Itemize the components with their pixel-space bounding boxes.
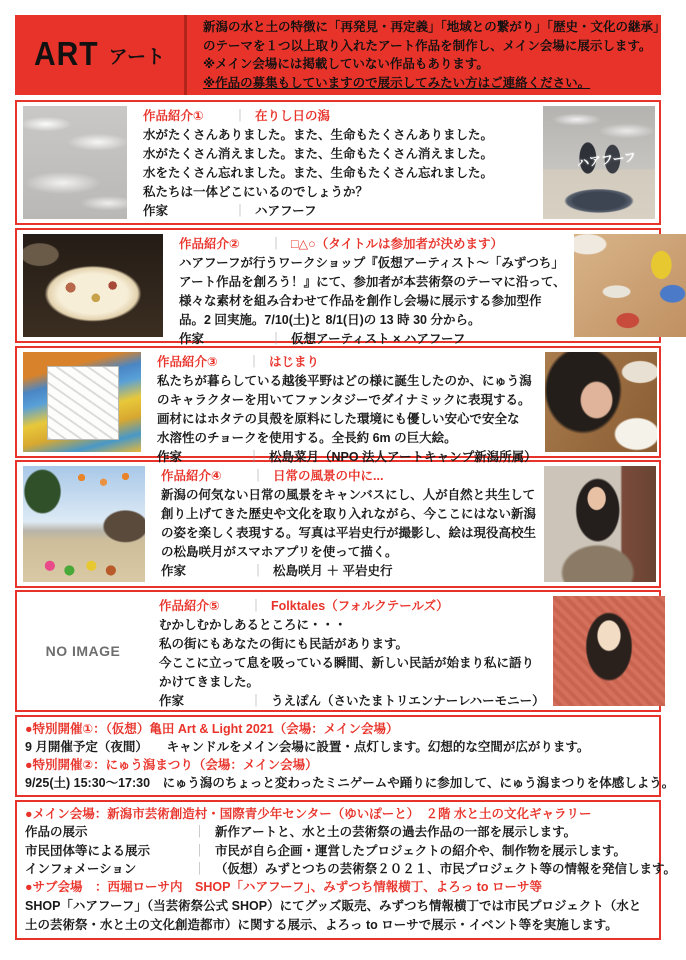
author-name: 仮想アーティスト × ハアフーフ bbox=[291, 332, 466, 346]
section-label: 作品紹介① bbox=[143, 109, 204, 123]
author-name: ハアフーフ bbox=[255, 204, 317, 218]
venue-row bbox=[25, 860, 677, 878]
header-description bbox=[187, 15, 672, 95]
artwork1-thumbnail bbox=[23, 106, 127, 219]
divider-pipe: ｜ bbox=[249, 694, 263, 708]
divider-pipe: ｜ bbox=[269, 237, 283, 251]
section-heading bbox=[143, 107, 535, 126]
body-line: 水がたくさん消えました。また、生命もたくさん消えました。 bbox=[143, 147, 494, 161]
section-label: 作品紹介② bbox=[179, 237, 240, 251]
section-heading bbox=[179, 235, 566, 254]
artwork-title: □△○（タイトルは参加者が決めます） bbox=[291, 237, 503, 251]
divider-pipe: ｜ bbox=[193, 825, 206, 840]
divider-pipe: ｜ bbox=[251, 469, 265, 483]
artwork4-text bbox=[145, 466, 544, 582]
artwork-section-1 bbox=[15, 100, 661, 225]
author-row bbox=[159, 692, 545, 711]
body-line: 品。2 回実施。7/10(土)と 8/1(日)の 13 時 30 分から。 bbox=[179, 313, 481, 327]
main-venue-heading: ●メイン会場：新潟市芸術創造村・国際青少年センター（ゆいぽーと） ２階 水と土の文化ギャラリー bbox=[25, 807, 592, 822]
artwork3-thumbnail bbox=[23, 352, 141, 452]
artwork-section-5 bbox=[15, 590, 661, 712]
body-line: むかしむかしあるところに・・・ bbox=[159, 618, 347, 632]
special-event-2-heading: ●特別開催②：にゅう潟まつり（会場：メイン会場） bbox=[25, 758, 318, 772]
divider-pipe: ｜ bbox=[193, 843, 206, 858]
special-event-2-detail: 9/25(土) 15:30～17:30 にゅう潟のちょっと変わったミニゲームや踊りに参加して、にゅう潟まつりを体感しよう。 bbox=[25, 776, 675, 790]
section-label: 作品紹介④ bbox=[161, 469, 222, 483]
author-row bbox=[157, 448, 537, 467]
artwork3-text bbox=[141, 352, 545, 464]
author-name: うえぽん（さいたまトリエンナーレハーモニー） bbox=[271, 694, 545, 708]
artwork4-thumbnail bbox=[23, 466, 145, 582]
body-line: 私たちが暮らしている越後平野はどの様に誕生したのか、にゅう潟 bbox=[157, 374, 532, 388]
author-name: 松島咲月 ＋ 平岩史行 bbox=[273, 564, 393, 578]
author-row bbox=[179, 330, 566, 349]
author-name: 松島菜月（NPO 法人アートキャンプ新潟所属） bbox=[269, 450, 537, 464]
body-line: アート作品を創ろう！』にて、参加者が本芸術祭のテーマに沿って、 bbox=[179, 275, 566, 289]
artwork1-text bbox=[127, 106, 543, 219]
divider-pipe: ｜ bbox=[233, 204, 247, 218]
section-label: 作品紹介⑤ bbox=[159, 599, 220, 613]
divider-pipe: ｜ bbox=[247, 355, 261, 369]
body-line: の姿を楽しく表現する。写真は平岩史行が撮影し、絵は現役高校生 bbox=[161, 526, 537, 540]
body-line: 水をたくさん忘れました。また、生命もたくさん忘れました。 bbox=[143, 166, 494, 180]
artist5-photo bbox=[553, 596, 665, 706]
section-heading bbox=[159, 597, 545, 616]
special-events-box bbox=[15, 715, 675, 797]
sub-venue-detail: SHOP「ハアフーフ」（当芸術祭公式 SHOP）にてグッズ販売、みずつち情報横丁では市民プロジェクト（水と土の芸術祭・水と土の文化創造都市）に関する展示、よろっ to ローサで展示・イベント等を実施します。 bbox=[25, 898, 642, 932]
venue-row bbox=[25, 842, 651, 860]
no-image-placeholder bbox=[23, 596, 143, 706]
body-line: 画材にはホタテの貝殻を原料にした環境にも優しい安心で安全な bbox=[157, 412, 520, 426]
body-line: の松島咲月がスマホアプリを使って描く。 bbox=[161, 545, 398, 559]
body-line: かけてきました。 bbox=[159, 675, 260, 689]
venue-row-desc: 新作アートと、水と土の芸術祭の過去作品の一部を展示します。 bbox=[215, 825, 577, 840]
art-logo bbox=[15, 15, 187, 95]
special-event-1-heading: ●特別開催①：（仮想）亀田 Art & Light 2021（会場：メイン会場） bbox=[25, 722, 399, 736]
logo-text-en: ART bbox=[33, 36, 99, 73]
body-line: 新潟の何気ない日常の風景をキャンバスにし、人が自然と共生して bbox=[161, 488, 536, 502]
venue-row bbox=[25, 823, 651, 841]
body-line: 水がたくさんありました。また、生命もたくさんありました。 bbox=[143, 128, 494, 142]
artwork-title: 在りし日の潟 bbox=[255, 109, 331, 123]
header-line-underlined: ※作品の募集もしていますので展示してみたい方はご連絡ください。 bbox=[203, 75, 591, 90]
artist3-photo bbox=[545, 352, 657, 452]
header-banner bbox=[15, 15, 666, 95]
author-label: 作家 bbox=[161, 564, 187, 578]
no-image-label: NO IMAGE bbox=[45, 643, 121, 659]
artwork-section-2 bbox=[15, 228, 661, 346]
body-line: ハアフーフが行うワークショップ『仮想アーティスト～「みずつち」 bbox=[179, 256, 564, 270]
venue-row-label: インフォメーション bbox=[25, 862, 137, 877]
artist4-photo bbox=[544, 466, 656, 582]
artwork2-thumbnail bbox=[23, 234, 163, 337]
header-line: ※メイン会場には掲載していない作品もあります。 bbox=[203, 57, 489, 71]
section-heading bbox=[161, 467, 536, 486]
author-label: 作家 bbox=[157, 450, 183, 464]
body-line: 創り上げてきた歴史や文化を取り入れながら、今ここにはない新潟 bbox=[161, 507, 537, 521]
artwork-section-3 bbox=[15, 346, 661, 464]
artwork-title: Folktales（フォルクテールズ） bbox=[271, 599, 449, 613]
venues-box bbox=[15, 800, 677, 940]
logo-text-ja: アート bbox=[108, 46, 166, 68]
photo-overlay-text: ハアフーフ bbox=[576, 150, 637, 171]
author-label: 作家 bbox=[143, 204, 169, 218]
body-line: 水溶性のチョークを使用する。全長約 6m の巨大絵。 bbox=[157, 431, 457, 445]
author-label: 作家 bbox=[179, 332, 205, 346]
special-event-1-detail: 9 月開催予定（夜間） キャンドルをメイン会場に設置・点灯します。幻想的な空間が広がります。 bbox=[25, 740, 590, 754]
header-line: 新潟の水と土の特徴に「再発見・再定義」「地域との繋がり」「歴史・文化の継承」 bbox=[203, 20, 666, 34]
body-line: 今ここに立って息を吸っている瞬間、新しい民話が始まり私に語り bbox=[159, 656, 535, 670]
divider-pipe: ｜ bbox=[269, 332, 283, 346]
artwork2-text bbox=[163, 234, 574, 346]
divider-pipe: ｜ bbox=[193, 862, 206, 877]
section-heading bbox=[157, 353, 537, 372]
divider-pipe: ｜ bbox=[251, 564, 265, 578]
venue-row-desc: （仮想）みずとつちの芸術祭２０２１、市民プロジェクト等の情報を発信します。 bbox=[215, 862, 677, 877]
sub-venue-heading: ●サブ会場 ：西堀ローサ内 SHOP「ハアフーフ」、みずつち情報横丁、よろっ to ローサ等 bbox=[25, 880, 542, 895]
author-row bbox=[143, 202, 535, 221]
artwork2-photo bbox=[574, 234, 686, 337]
author-row bbox=[161, 562, 536, 581]
divider-pipe: ｜ bbox=[233, 109, 247, 123]
artwork5-text bbox=[143, 596, 553, 706]
divider-pipe: ｜ bbox=[247, 450, 261, 464]
artwork-title: 日常の風景の中に... bbox=[273, 469, 384, 483]
divider-pipe: ｜ bbox=[249, 599, 263, 613]
body-line: 私の街にもあなたの街にも民話があります。 bbox=[159, 637, 409, 651]
body-line: のキャラクターを用いてファンタジーでダイナミックに表現する。 bbox=[157, 393, 531, 407]
body-line: 様々な素材を組み合わせて作品を創作し会場に展示する参加型作 bbox=[179, 294, 542, 308]
artwork1-photo bbox=[543, 106, 655, 219]
venue-row-label: 作品の展示 bbox=[25, 825, 88, 840]
venue-row-label: 市民団体等による展示 bbox=[25, 843, 151, 858]
section-label: 作品紹介③ bbox=[157, 355, 218, 369]
body-line: 私たちは一体どこにいるのでしょうか？ bbox=[143, 185, 369, 199]
venue-row-desc: 市民が自ら企画・運営したプロジェクトの紹介や、制作物を展示します。 bbox=[215, 843, 627, 858]
artwork-section-4 bbox=[15, 460, 661, 588]
header-line: のテーマを１つ以上取り入れたアート作品を制作し、メイン会場に展示します。 bbox=[203, 38, 652, 53]
author-label: 作家 bbox=[159, 694, 185, 708]
artwork-title: はじまり bbox=[269, 355, 320, 369]
